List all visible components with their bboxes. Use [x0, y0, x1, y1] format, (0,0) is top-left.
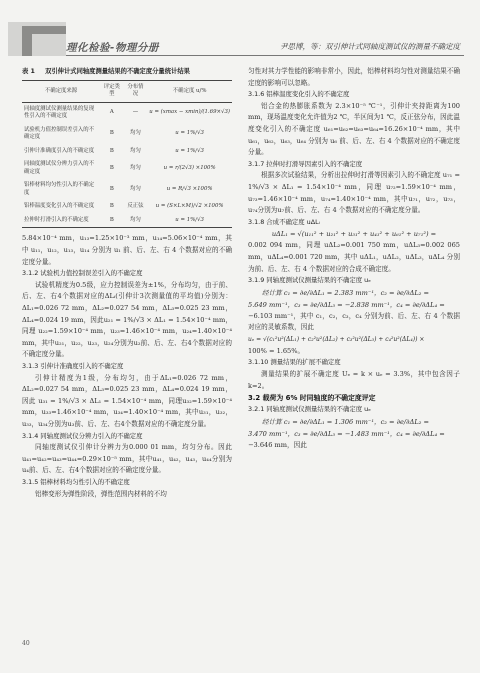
table-label: 表 1: [22, 68, 35, 75]
paragraph: 铝合金的热膨胀系数为 2.3×10⁻⁵ ℃⁻¹，引伸计夹持距离为100 mm，现场温度变化允许值为2 ℃，半区间为1 ℃，反正弦分布，因此温度变化引入的不确定度 u₆₁=u₆₂=u₆₃=u₆₄=16.26×10⁻⁴ mm，其中u₆₁，u₆₂，u₆₃，u₆₄ 分别为 u₆ 前、后、左、右 4 个数据对应的不确定度分量。: [248, 101, 460, 157]
equation: 经计算 c₁ = ∂e/∂ΔL₁ = 2.383 mm⁻¹，c₂ = ∂e/∂ΔL₂ =: [262, 288, 429, 297]
table-caption-text: 双引伸计式同轴度测量结果的不确定度分量统计结果: [45, 68, 190, 75]
equation: uₑ = √(c₁²u²(ΔL₁) + c₂²u²(ΔL₂) + c₃²u²(ΔL₃) + c₄²u²(ΔL₄)) ×: [248, 335, 425, 343]
paragraph: 100% = 1.65%。: [248, 346, 305, 355]
table-cell-distribution: —: [132, 109, 139, 116]
table-cell-formula: u = R/√3 ×100%: [166, 186, 213, 192]
table-cell-type: B: [109, 217, 114, 223]
table-header-cell: 分布情况: [127, 84, 144, 98]
table-cell-type: A: [109, 109, 114, 116]
paragraph: −6.103 mm⁻¹，其中 c₁，c₂，c₃，c₄ 分别为前、后、左、右 4 个数据对应的灵敏系数，因此: [248, 311, 460, 332]
section-heading-3-1-9: 3.1.9 同轴度测试仪测量结果的不确定度 uₑ: [248, 276, 371, 285]
table-row: [22, 158, 232, 179]
paragraph: 0.002 094 mm，同理 uΔL₂=0.001 750 mm，uΔL₃=0.002 065 mm，uΔL₄=0.001 720 mm，其中 uΔL₁，uΔL₂，uΔL₃，uΔL₄ 分别为前、后、左、右 4 个数据对应的合成不确定度。: [248, 241, 460, 273]
table-header-cell: 不确定度来源: [44, 87, 78, 94]
equation: 5.649 mm⁻¹，c₃ = ∂e/∂ΔL₃ = −2.838 mm⁻¹，c₄ = ∂e/∂ΔL₄ =: [248, 300, 445, 309]
page-header: [0, 0, 480, 60]
journal-logo-mark-top: [22, 26, 66, 34]
header-rule: [66, 55, 464, 56]
table-cell-type: B: [109, 130, 114, 137]
table-row: [22, 200, 232, 214]
table-cell-formula: u = 1%/√3: [175, 217, 204, 223]
paragraph: 引伸计精度为1级，分布均匀，由于ΔL₁=0.026 72 mm，ΔL₂=0.027 54 mm，ΔL₃=0.025 23 mm，ΔL₄=0.024 19 mm，因此 u₃₁ = 1%/√3 × ΔL₁ = 1.54×10⁻⁴ mm，同理u₃₂=1.59×10⁻⁴ mm，u₃₃=1.46×10⁻⁴ mm，u₃₄=1.40×10⁻⁴ mm，其中u₃₁，u₃₂，u₃₃，u₃₄分别为u₃前、后、左、右4个数据对应的不确定度分量。: [22, 373, 232, 428]
journal-title: 理化检验-物理分册: [66, 42, 159, 54]
paragraph: 试验机精度为0.5级，应力控制误差为±1%，分布均匀，由于前、后、左、右4个数据对应的ΔLᵢ(引伸计3次测量值的平均值)分别为：ΔL₁=0.026 72 mm，ΔL₂=0.027 54 mm，ΔL₃=0.025 23 mm，ΔL₄=0.024 19 mm，因此u₂₁ = 1%/√3 × ΔL₁ = 1.54×10⁻⁴ mm，同理 u₂₂=1.59×10⁻⁴ mm，u₂₃=1.46×10⁻⁴ mm，u₂₄=1.40×10⁻⁴ mm，其中u₂₁，u₂₂，u₂₃，u₂₄分别为u₂前、后、左、右4个数据对应的不确定度分量。: [22, 280, 232, 359]
table-cell-type: B: [109, 165, 114, 172]
table-cell-formula: u = (S×L×M)/√2 ×100%: [155, 203, 224, 210]
equation: 3.470 mm⁻¹，c₃ = ∂e/∂ΔL₃ = −1.483 mm⁻¹，c₄ = ∂e/∂ΔL₄ =: [248, 429, 445, 438]
paragraph: 铝棒变形为弹性阶段，弹性范围内材料的不均: [35, 489, 167, 498]
table-cell-formula: u = 1%/√3: [175, 147, 204, 154]
paragraph: −3.646 mm，因此: [248, 440, 307, 449]
table-cell-source: 引伸计准确度引入的不确定度: [24, 147, 95, 154]
table-cell-type: B: [109, 203, 114, 210]
table-row: [22, 145, 232, 159]
paragraph: 匀性对其力学性能的影响非常小，因此，铝棒材料均匀性对测量结果不确定度的影响可以忽略。: [248, 67, 460, 87]
table-cell-formula: u = r/(2√3) ×100%: [163, 165, 216, 172]
running-title: 尹思博，等：双引伸计式同轴度测试仪的测量不确定度: [280, 42, 460, 51]
table-cell-distribution: 均匀: [130, 186, 141, 192]
paragraph: 5.84×10⁻⁴ mm，u₁₃=1.25×10⁻³ mm，u₁₄=5.06×10⁻⁴ mm，其中 u₁₁，u₁₂，u₁₃，u₁₄ 分别为 u₁ 前、后、左、右 4 个数据对应的不确定度分量。: [22, 234, 232, 266]
table-cell-source: 拉伸时打滑引入的不确定度: [24, 217, 89, 223]
paragraph: 同轴度测试仪引伸计分辨力为0.000 01 mm，均匀分布。因此 u₄₁=u₄₂=u₄₃=u₄₄=0.29×10⁻⁵ mm，其中u₄₁，u₄₂，u₄₃，u₄₄分别为u₄前、后、左、右4个数据对应的不确定度分量。: [22, 443, 232, 475]
section-heading-3-2-1: 3.2.1 同轴度测试仪测量结果的不确定度 uₑ: [248, 405, 371, 414]
table-header-row: [22, 81, 232, 103]
table-row: [22, 214, 232, 228]
table-caption: [22, 66, 232, 75]
table-header-cell: 不确定度 u/%: [172, 87, 207, 94]
table-cell-source: 同轴度测试仪测量结果的复现性引入的不确定度: [24, 105, 95, 120]
section-heading-3-1-3: 3.1.3 引伸计准确度引入的不确定度: [22, 362, 124, 371]
table-cell-source: 试验机力值控制误差引入的不确定度: [24, 126, 95, 141]
table-cell-distribution: 均匀: [130, 217, 141, 223]
equation: uΔL₁ = √(u₁₁² + u₂₁² + u₃₁² + u₄₁² + u₆₁² + u₇₁²) =: [271, 230, 437, 239]
table-cell-formula: u = (xmax − xmin)/(1.69×√3): [149, 109, 230, 116]
section-heading-3-2: 3.2 载荷为 6% 时同轴度的不确定度评定: [248, 394, 376, 403]
paragraph: 根据多次试验结果，分析出拉伸时打滑等因素引入的不确定度 u₇₁ = 1%/√3 × ΔL₁ = 1.54×10⁻⁴ mm，同理 u₇₂=1.59×10⁻⁴ mm，u₇₃=1.46×10⁻⁴ mm，u₇₄=1.40×10⁻⁴ mm，其中u₇₁，u₇₂，u₇₃，u₇₄分别为u₇前、后、左、右 4 个数据对应的不确定度分量。: [248, 171, 460, 215]
table-cell-formula: u = 1%/√3: [175, 130, 204, 137]
table-cell-distribution: 反正弦: [127, 203, 144, 210]
left-column: [22, 66, 232, 500]
section-heading-3-1-7: 3.1.7 拉伸时打滑导因素引入的不确定度: [248, 159, 363, 168]
table-cell-type: B: [109, 186, 114, 192]
section-heading-3-1-8: 3.1.8 合成不确定度 uΔLᵢ: [248, 217, 320, 226]
uncertainty-table: [22, 80, 232, 228]
table-header-cell: 评定类型: [103, 84, 120, 98]
section-heading-3-1-2: 3.1.2 试验机力值控制误差引入的不确定度: [22, 269, 143, 278]
table-cell-distribution: 均匀: [130, 130, 141, 137]
page-number: 40: [22, 640, 30, 647]
table-row: [22, 102, 232, 123]
right-column: [248, 66, 460, 451]
table-row: [22, 179, 232, 200]
table-cell-distribution: 均匀: [130, 147, 141, 154]
table-row: [22, 124, 232, 145]
table-cell-source: 铝棒材料均匀性引入的不确定度: [24, 182, 95, 196]
section-heading-3-1-5: 3.1.5 铝棒材料均匀性引入的不确定度: [22, 477, 130, 486]
section-heading-3-1-10: 3.1.10 测量结果的扩展不确定度: [248, 358, 341, 367]
section-heading-3-1-4: 3.1.4 同轴度测试仪分辨力引入的不确定度: [22, 431, 143, 440]
table-cell-source: 同轴度测试仪分辨力引入的不确定度: [24, 161, 95, 175]
equation: 经计算 c₁ = ∂e/∂ΔL₁ = 1.306 mm⁻¹，c₂ = ∂e/∂ΔL₂ =: [262, 417, 429, 426]
paragraph: 测量结果的扩展不确定度 Uₑ = k × uₑ = 3.3%，其中包含因子 k=2。: [248, 370, 460, 390]
table-cell-source: 铝棒温度变化引入的不确定度: [24, 203, 95, 210]
table-cell-distribution: 均匀: [130, 165, 141, 172]
section-heading-3-1-6: 3.1.6 铝棒温度变化引入的不确定度: [248, 90, 350, 99]
table-cell-type: B: [109, 147, 114, 154]
